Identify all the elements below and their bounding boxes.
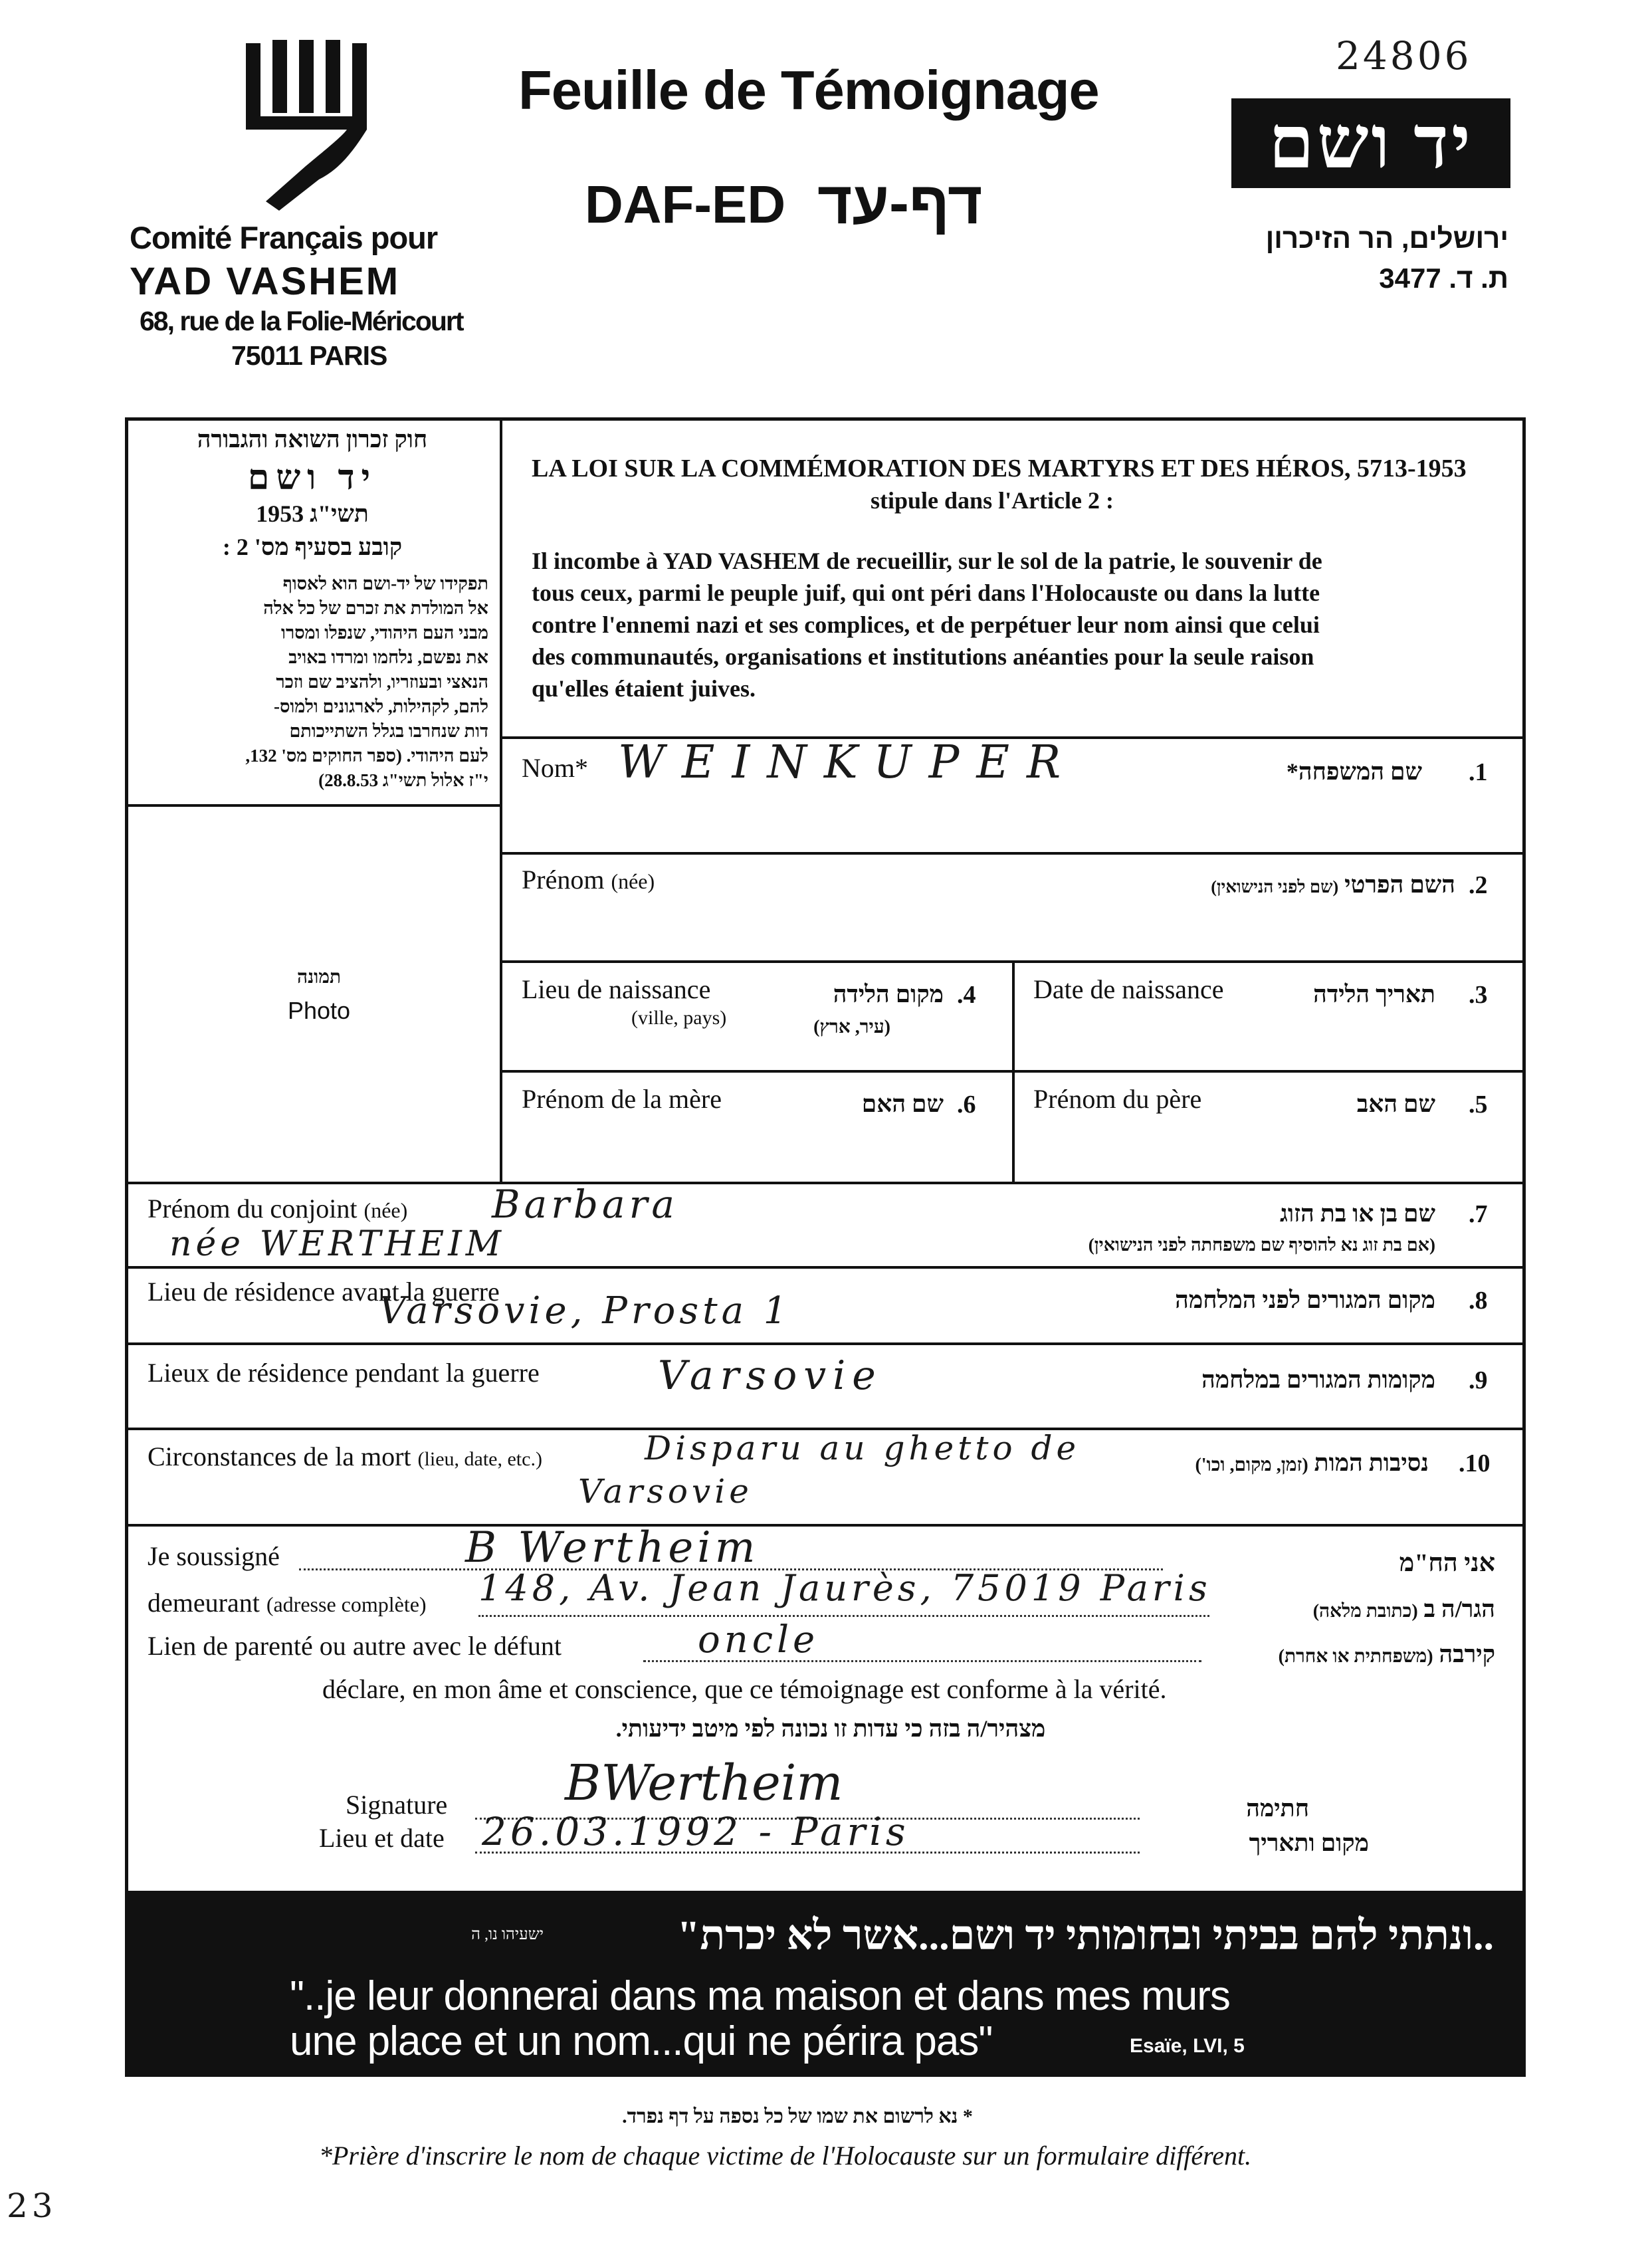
lien-hebrew: [1196, 1640, 1495, 1668]
field-2-hebrew: [997, 871, 1455, 899]
law-hebrew-line4: קובע בסעיף מס' 2 :: [222, 534, 403, 560]
footnote-french: *Prière d'inscrire le nom de chaque victime de l'Holocauste sur un formulaire différent.: [319, 2141, 1252, 2171]
place-date-value: 26.03.1992 - Paris: [482, 1809, 910, 1854]
field-4-label: Lieu de naissance: [522, 974, 711, 1004]
field-10-hebrew: [997, 1449, 1429, 1477]
demeurant-hebrew-note: (כתובת מלאה): [1312, 1601, 1418, 1622]
lien-hebrew-text: קירבה: [1439, 1641, 1495, 1667]
yad-vashem-logo: [1231, 98, 1510, 188]
demeurant-note: (adresse complète): [266, 1592, 427, 1616]
law-hebrew-p-line: מבני העם היהודי, שנפלו ומסרו: [281, 623, 488, 643]
divider-mid-column: [1012, 960, 1015, 1183]
soussigne-hebrew: אני הח"מ: [1399, 1549, 1495, 1577]
law-french-p-line: Il incombe à YAD VASHEM de recueillir, sur le sol de la patrie, le souvenir de: [532, 548, 1322, 574]
field-6-num: .6: [957, 1091, 976, 1119]
field-1-hebrew: שם המשפחה*: [1286, 758, 1422, 785]
field-5-hebrew: שם האב: [1356, 1091, 1435, 1117]
field-7-value-1: Barbara: [492, 1182, 678, 1227]
place-date-hebrew: מקום ותאריך: [1249, 1830, 1369, 1856]
demeurant-label: [148, 1587, 427, 1618]
field-9-label: Lieux de résidence pendant la guerre: [148, 1358, 540, 1388]
law-hebrew-p-line: להם, לקהילות, לארגונים ולמוס-: [273, 696, 488, 716]
demeurant-label-text: demeurant: [148, 1588, 260, 1618]
field-1-value: WEINKUPER: [618, 736, 1079, 789]
demeurant-line: [478, 1615, 1209, 1617]
field-5-num: .5: [1469, 1091, 1488, 1119]
field-4-num: .4: [957, 981, 976, 1009]
field-9-hebrew: מקומות המגורים במלחמה: [1201, 1366, 1435, 1393]
field-7-note: (née): [363, 1198, 408, 1222]
banner-french-ref: Esaïe, LVI, 5: [1130, 2035, 1245, 2057]
place-date-label: Lieu et date: [319, 1823, 445, 1853]
field-3-label: Date de naissance: [1033, 974, 1224, 1004]
subtitle-hebrew: דף-עד: [817, 170, 983, 237]
logo-caption: Comité Français pour: [130, 220, 438, 255]
field-8-value: Varsovie, Prosta 1: [379, 1289, 791, 1333]
lien-label: Lien de parenté ou autre avec le défunt: [148, 1631, 562, 1661]
law-hebrew-line3: תשי"ג 1953: [256, 500, 369, 527]
field-6-label: Prénom de la mère: [522, 1084, 722, 1114]
field-4-hebrew-note: (עיר, ארץ): [813, 1017, 890, 1037]
law-french-title: LA LOI SUR LA COMMÉMORATION DES MARTYRS ET DES HÉROS, 5713-1953: [532, 455, 1467, 482]
law-photo-divider: [125, 804, 501, 807]
demeurant-hebrew-text: הגר/ה ב: [1423, 1596, 1495, 1622]
field-10-value-1: Disparu au ghetto de: [645, 1429, 1081, 1467]
field-2-hebrew-note: (שם לפני הנישואין): [1211, 877, 1339, 897]
soussigne-label: Je soussigné: [148, 1541, 280, 1571]
org-name: YAD VASHEM: [130, 260, 401, 303]
demeurant-hebrew: [1196, 1595, 1495, 1623]
law-french-subtitle: stipule dans l'Article 2 :: [871, 487, 1114, 514]
field-3-num: .3: [1469, 981, 1488, 1009]
field-10-note: (lieu, date, etc.): [417, 1448, 542, 1470]
photo-label-hebrew: תמונה: [296, 967, 342, 988]
field-1-num: .1: [1469, 758, 1488, 786]
field-5-label: Prénom du père: [1033, 1084, 1202, 1114]
field-7-hebrew: שם בן או בת הזוג: [1280, 1200, 1435, 1227]
divider-f7: [125, 1182, 1526, 1184]
demeurant-value: 148, Av. Jean Jaurès, 75019 Paris: [478, 1567, 1211, 1609]
divider-f11: [125, 1524, 1526, 1527]
field-2-num: .2: [1469, 871, 1488, 899]
law-french-p-line: tous ceux, parmi le peuple juif, qui ont péri dans l'Holocauste ou dans la lutte: [532, 580, 1320, 606]
soussigne-value: B Wertheim: [465, 1523, 760, 1572]
page-title: Feuille de Témoignage: [518, 59, 1099, 121]
divider-f2: [500, 852, 1526, 855]
field-7-label-text: Prénom du conjoint: [148, 1194, 358, 1224]
subtitle-latin: DAF-ED: [585, 175, 786, 234]
field-10-num: .10: [1459, 1449, 1491, 1477]
field-10-hebrew-note: (זמן, מקום, וכו'): [1195, 1455, 1308, 1475]
field-2-label-text: Prénom: [522, 865, 605, 895]
law-french-paragraph: [532, 545, 1502, 704]
field-4-note: (ville, pays): [631, 1007, 727, 1029]
quote-banner: [125, 1894, 1526, 2077]
field-10-label-text: Circonstances de la mort: [148, 1441, 411, 1471]
law-hebrew-p-line: תפקידו של יד-ושם הוא לאסוף: [282, 574, 488, 593]
law-hebrew-p-line: לעם היהודי. (ספר החוקים מס' 132,: [245, 746, 488, 766]
po-box: ת. ד. 3477: [1379, 263, 1508, 294]
field-2-hebrew-text: השם הפרטי: [1344, 871, 1455, 898]
menorah-logo: [239, 37, 372, 216]
field-9-num: .9: [1469, 1366, 1488, 1394]
field-7-value-2: née WERTHEIM: [169, 1224, 505, 1264]
org-address-street: 68, rue de la Folie-Méricourt: [140, 306, 463, 336]
law-hebrew-paragraph: [136, 572, 488, 793]
field-10-hebrew-text: נסיבות המות: [1314, 1449, 1429, 1476]
footnote-hebrew: * נא לרשום את שמו של כל נספה על דף נפרד.: [622, 2105, 973, 2127]
law-hebrew-p-line: אל המולדת את זכרם של כל אלה: [263, 598, 488, 618]
field-9-value: Varsovie: [658, 1352, 882, 1399]
divider-f8: [125, 1266, 1526, 1269]
field-10-label: [148, 1441, 542, 1472]
law-hebrew-line2: יד ושם: [247, 459, 377, 497]
law-french-p-line: qu'elles étaient juives.: [532, 675, 756, 702]
field-8-label: Lieu de résidence avant la guerre: [148, 1277, 500, 1307]
org-address-city: 75011 PARIS: [231, 340, 387, 371]
field-8-hebrew: מקום המגורים לפני המלחמה: [1175, 1287, 1435, 1313]
lien-value: oncle: [698, 1618, 819, 1661]
signature-hebrew: חתימה: [1246, 1795, 1309, 1822]
banner-hebrew-ref: ישעיהו נו, ה: [471, 1926, 544, 1943]
field-10-value-2: Varsovie: [578, 1472, 753, 1511]
law-french-p-line: des communautés, organisations et institutions anéanties pour la seule raison: [532, 643, 1314, 670]
law-hebrew-p-line: י"ז אלול תשי"ג 28.8.53): [318, 770, 488, 790]
field-7-hebrew-note: (אם בת זוג נא להוסיף שם משפחתה לפני הנישואין): [1088, 1235, 1435, 1255]
field-2-note: (née): [611, 869, 655, 893]
field-8-num: .8: [1469, 1287, 1488, 1315]
field-6-hebrew: שם האם: [861, 1091, 944, 1117]
banner-french-line2: une place et un nom...qui ne périra pas": [290, 2018, 993, 2064]
lien-hebrew-note: (משפחתית או אחרת): [1278, 1646, 1433, 1667]
declaration-statement: déclare, en mon âme et conscience, que ce témoignage est conforme à la vérité.: [322, 1674, 1167, 1704]
margin-note: 23: [7, 2187, 57, 2225]
jerusalem-line: ירושלים, הר הזיכרון: [1265, 223, 1508, 254]
law-hebrew-p-line: הנאצי ובעוזריו, ולהציב שם וזכר: [276, 672, 488, 692]
yad-vashem-logo-text: יד ושם: [1269, 102, 1473, 183]
law-hebrew-p-line: את נפשם, נלחמו ומרדו באויב: [288, 647, 488, 667]
field-7-num: .7: [1469, 1200, 1488, 1228]
divider-f9: [125, 1342, 1526, 1345]
field-4-hebrew: מקום הלידה: [833, 981, 944, 1008]
law-hebrew-p-line: דות שנחרבו בגלל השתייכותם: [289, 721, 488, 741]
field-1-label: Nom*: [522, 753, 588, 783]
field-7-label: [148, 1193, 407, 1224]
left-column-divider: [500, 417, 502, 1183]
banner-french-line1: "..je leur donnerai dans ma maison et dans mes murs: [290, 1973, 1230, 2019]
signature-label: Signature: [346, 1790, 448, 1820]
law-hebrew-line1: חוק זכרון השואה והגבורה: [197, 426, 428, 453]
field-2-label: [522, 864, 655, 895]
field-3-hebrew: תאריך הלידה: [1313, 981, 1435, 1008]
signature-value: BWertheim: [565, 1755, 843, 1812]
record-number: 24806: [1336, 33, 1472, 78]
photo-label: Photo: [287, 997, 351, 1024]
law-french-p-line: contre l'ennemi nazi et ses complices, et de perpétuer leur nom ainsi que celui: [532, 611, 1320, 638]
banner-hebrew-quote: ..ונתתי להם בביתי ובחומותי יד ושם...אשר לא יכרת": [676, 1913, 1494, 1959]
declaration-statement-hebrew: מצהיר/ה בזה כי עדות זו נכונה לפי מיטב ידיעותי.: [615, 1715, 1046, 1742]
